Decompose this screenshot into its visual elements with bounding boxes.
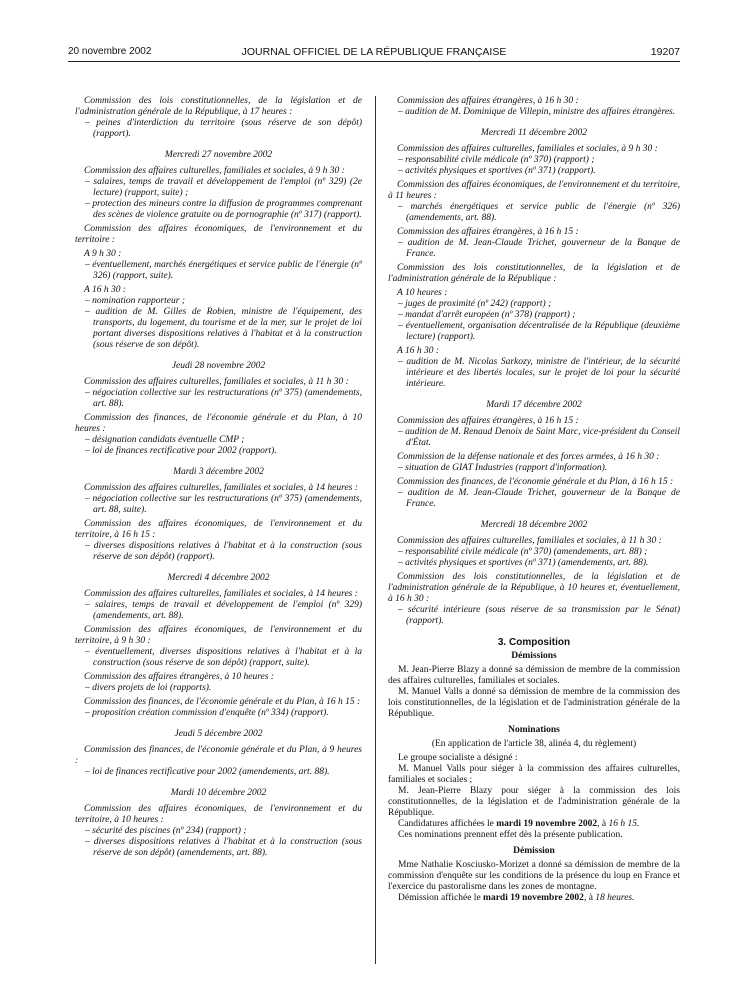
- commission-heading: Commission des affaires étrangères, à 16 h 15 :: [397, 227, 579, 237]
- day-heading: Mercredi 4 décembre 2002: [167, 573, 270, 583]
- time-heading: A 16 h 30 :: [84, 285, 127, 295]
- day-heading: Jeudi 5 décembre 2002: [174, 729, 263, 739]
- day-heading: Jeudi 28 novembre 2002: [171, 361, 266, 371]
- day-heading: Mardi 10 décembre 2002: [170, 788, 267, 798]
- notice-text: Démission affichée le: [398, 893, 484, 903]
- paragraph: M. Manuel Valls pour siéger à la commission des affaires culturelles, familiales et sociales ;: [388, 764, 680, 785]
- notice-text: , à: [597, 819, 609, 829]
- agenda-item: – juges de proximité (nº 242) (rapport) ;: [398, 299, 552, 309]
- commission-heading: Commission des finances, de l'économie générale et du Plan, à 16 h 15 :: [84, 697, 361, 707]
- time-heading: A 10 heures :: [397, 288, 448, 298]
- day-heading: Mercredi 11 décembre 2002: [480, 128, 588, 138]
- day-heading: Mercredi 18 décembre 2002: [480, 520, 588, 530]
- day-heading: Mercredi 27 novembre 2002: [164, 150, 273, 160]
- paragraph: M. Jean-Pierre Blazy pour siéger à la commission des lois constitutionnelles, de la législation et de l'administration générale de la République.: [388, 786, 680, 818]
- regulation-note: (En application de l'article 38, alinéa 4, du règlement): [431, 739, 637, 749]
- commission-heading: Commission des lois constitutionnelles, de la législation et de l'administration générale de la République, à 10 heures et, éventuellement, à 16 h 30 :: [388, 572, 680, 604]
- agenda-item: – proposition création commission d'enquête (nº 334) (rapport).: [85, 708, 329, 718]
- notice-time: 18 heures.: [595, 893, 635, 903]
- commission-heading: Commission des affaires culturelles, familiales et sociales, à 9 h 30 :: [84, 166, 345, 176]
- agenda-item: – audition de M. Gilles de Robien, ministre de l'équipement, des transports, du logement, du tourisme et de la mer, sur le projet de loi portant diverses dispositions relatives à l'habitat et à la construction (sous réserve de son dépôt).: [85, 307, 362, 350]
- agenda-item: – salaires, temps de travail et développement de l'emploi (nº 329) (2e lecture) (rapport, suite) ;: [85, 177, 362, 198]
- paragraph: Mme Nathalie Kosciusko-Morizet a donné sa démission de membre de la commission d'enquête sur les conditions de la présence du loup en France et l'exercice du pastoralisme dans les zones de montagne.: [388, 860, 680, 892]
- paragraph: M. Jean-Pierre Blazy a donné sa démission de membre de la commission des affaires culturelles, familiales et sociales.: [388, 665, 680, 686]
- agenda-item: – nomination rapporteur ;: [85, 296, 186, 306]
- page-number: 19207: [650, 46, 680, 58]
- commission-heading: Commission des finances, de l'économie générale et du Plan, à 10 heures :: [75, 413, 362, 434]
- header-rule: [68, 61, 680, 62]
- agenda-item: – audition de M. Nicolas Sarkozy, ministre de l'intérieur, de la sécurité intérieure et des libertés locales, sur le projet de loi pour la sécurité intérieure.: [398, 357, 680, 389]
- commission-heading: Commission des affaires culturelles, familiales et sociales, à 9 h 30 :: [397, 144, 658, 154]
- section-title: 3. Composition: [497, 637, 571, 648]
- page-header: [68, 46, 680, 60]
- agenda-item: – sécurité des piscines (nº 234) (rapport) ;: [85, 826, 247, 836]
- commission-heading: Commission des affaires culturelles, familiales et sociales, à 11 h 30 :: [84, 377, 349, 387]
- agenda-item: – audition de M. Dominique de Villepin, ministre des affaires étrangères.: [398, 107, 676, 117]
- agenda-item: – salaires, temps de travail et développement de l'emploi (nº 329) (amendements, art. 88).: [85, 600, 362, 621]
- commission-heading: Commission des lois constitutionnelles, de la législation et de l'administration générale de la République, à 17 heures :: [75, 96, 362, 117]
- agenda-item: – audition de M. Jean-Claude Trichet, gouverneur de la Banque de France.: [398, 238, 680, 259]
- commission-heading: Commission des affaires économiques, de l'environnement et du territoire :: [75, 224, 362, 245]
- subsection-title: Nominations: [508, 725, 560, 735]
- day-heading: Mardi 17 décembre 2002: [486, 400, 582, 410]
- left-column: [75, 96, 362, 859]
- commission-heading: Commission des affaires étrangères, à 16 h 30 :: [397, 96, 579, 106]
- notice-text: , à: [583, 893, 596, 903]
- commission-heading: Commission des affaires économiques, de l'environnement et du territoire, à 11 heures :: [388, 180, 680, 201]
- agenda-item: – négociation collective sur les restructurations (nº 375) (amendements, art. 88, suite).: [85, 494, 362, 515]
- agenda-item: – mandat d'arrêt européen (nº 378) (rapport) ;: [398, 310, 576, 320]
- commission-heading: Commission des affaires économiques, de l'environnement et du territoire, à 9 h 30 :: [75, 625, 362, 646]
- commission-heading: Commission des affaires étrangères, à 16 h 15 :: [397, 416, 579, 426]
- notice-date: mardi 19 novembre 2002: [496, 819, 598, 829]
- column-divider: [375, 96, 376, 964]
- time-heading: A 16 h 30 :: [397, 346, 440, 356]
- commission-heading: Commission des lois constitutionnelles, de la législation et de l'administration générale de la République :: [388, 263, 680, 284]
- commission-heading: Commission des affaires culturelles, familiales et sociales, à 14 heures :: [84, 589, 358, 599]
- agenda-item: – responsabilité civile médicale (nº 370) (amendements, art. 88) ;: [398, 547, 648, 557]
- agenda-item: – situation de GIAT Industries (rapport d'information).: [398, 463, 608, 473]
- commission-heading: Commission des affaires culturelles, familiales et sociales, à 14 heures :: [84, 483, 358, 493]
- commission-heading: Commission de la défense nationale et des forces armées, à 16 h 30 :: [397, 452, 660, 462]
- time-heading: A 9 h 30 :: [84, 249, 122, 259]
- commission-heading: Commission des affaires économiques, de l'environnement et du territoire, à 10 heures :: [75, 804, 362, 825]
- posting-notice: [388, 893, 680, 904]
- paragraph: Le groupe socialiste a désigné :: [398, 753, 518, 763]
- commission-heading: Commission des finances, de l'économie générale et du Plan, à 9 heures :: [75, 745, 362, 766]
- agenda-item: – loi de finances rectificative pour 2002 (rapport).: [85, 446, 277, 456]
- agenda-item: – éventuellement, diverses dispositions relatives à l'habitat et à la construction (sous réserve de son dépôt) (rapport, suite).: [85, 647, 362, 668]
- right-column: [388, 96, 680, 904]
- posting-notice: [388, 819, 680, 830]
- agenda-item: – éventuellement, organisation décentralisée de la République (deuxième lecture) (rapport).: [398, 321, 680, 342]
- notice-date: mardi 19 novembre 2002: [483, 893, 584, 903]
- agenda-item: – négociation collective sur les restructurations (nº 375) (amendements, art. 88).: [85, 388, 362, 409]
- agenda-item: – diverses dispositions relatives à l'habitat et à la construction (sous réserve de son dépôt) (rapport).: [85, 541, 362, 562]
- agenda-item: – loi de finances rectificative pour 2002 (amendements, art. 88).: [85, 767, 330, 777]
- notice-time: 16 h 15.: [608, 819, 640, 829]
- subsection-title: Démissions: [511, 651, 557, 661]
- commission-heading: Commission des affaires étrangères, à 10 heures :: [84, 672, 274, 682]
- commission-heading: Commission des affaires culturelles, familiales et sociales, à 11 h 30 :: [397, 536, 662, 546]
- agenda-item: – désignation candidats éventuelle CMP ;: [85, 435, 245, 445]
- journal-title: JOURNAL OFFICIEL DE LA RÉPUBLIQUE FRANÇAISE: [241, 46, 507, 58]
- agenda-item: – activités physiques et sportives (nº 371) (rapport).: [398, 166, 596, 176]
- day-heading: Mardi 3 décembre 2002: [173, 467, 264, 477]
- agenda-item: – audition de M. Renaud Denoix de Saint Marc, vice-président du Conseil d'État.: [398, 427, 680, 448]
- agenda-item: – sécurité intérieure (sous réserve de sa transmission par le Sénat) (rapport).: [398, 605, 680, 626]
- paragraph: Ces nominations prennent effet dès la présente publication.: [398, 830, 623, 840]
- agenda-item: – responsabilité civile médicale (nº 370) (rapport) ;: [398, 155, 595, 165]
- agenda-item: – peines d'interdiction du territoire (sous réserve de son dépôt) (rapport).: [85, 118, 362, 139]
- header-date: 20 novembre 2002: [68, 46, 152, 57]
- agenda-item: – protection des mineurs contre la diffusion de programmes comprenant des scènes de violence gratuite ou de pornographie (nº 317) (rapport).: [85, 199, 362, 220]
- agenda-item: – activités physiques et sportives (nº 371) (amendements, art. 88).: [398, 558, 649, 568]
- commission-heading: Commission des affaires économiques, de l'environnement et du territoire, à 16 h 15 :: [75, 519, 362, 540]
- agenda-item: – audition de M. Jean-Claude Trichet, gouverneur de la Banque de France.: [398, 488, 680, 509]
- paragraph: M. Manuel Valls a donné sa démission de membre de la commission des lois constitutionnelles, de la législation et de l'administration générale de la République.: [388, 687, 680, 719]
- notice-text: Candidatures affichées le: [398, 819, 497, 829]
- agenda-item: – éventuellement, marchés énergétiques et service public de l'énergie (nº 326) (rapport, suite).: [85, 260, 362, 281]
- agenda-item: – diverses dispositions relatives à l'habitat et à la construction (sous réserve de son dépôt) (amendements, art. 88).: [85, 837, 362, 858]
- agenda-item: – divers projets de loi (rapports).: [85, 683, 212, 693]
- commission-heading: Commission des finances, de l'économie générale et du Plan, à 16 h 15 :: [397, 477, 674, 487]
- subsection-title: Démission: [513, 846, 555, 856]
- agenda-item: – marchés énergétiques et service public de l'énergie (nº 326) (amendements, art. 88).: [398, 202, 680, 223]
